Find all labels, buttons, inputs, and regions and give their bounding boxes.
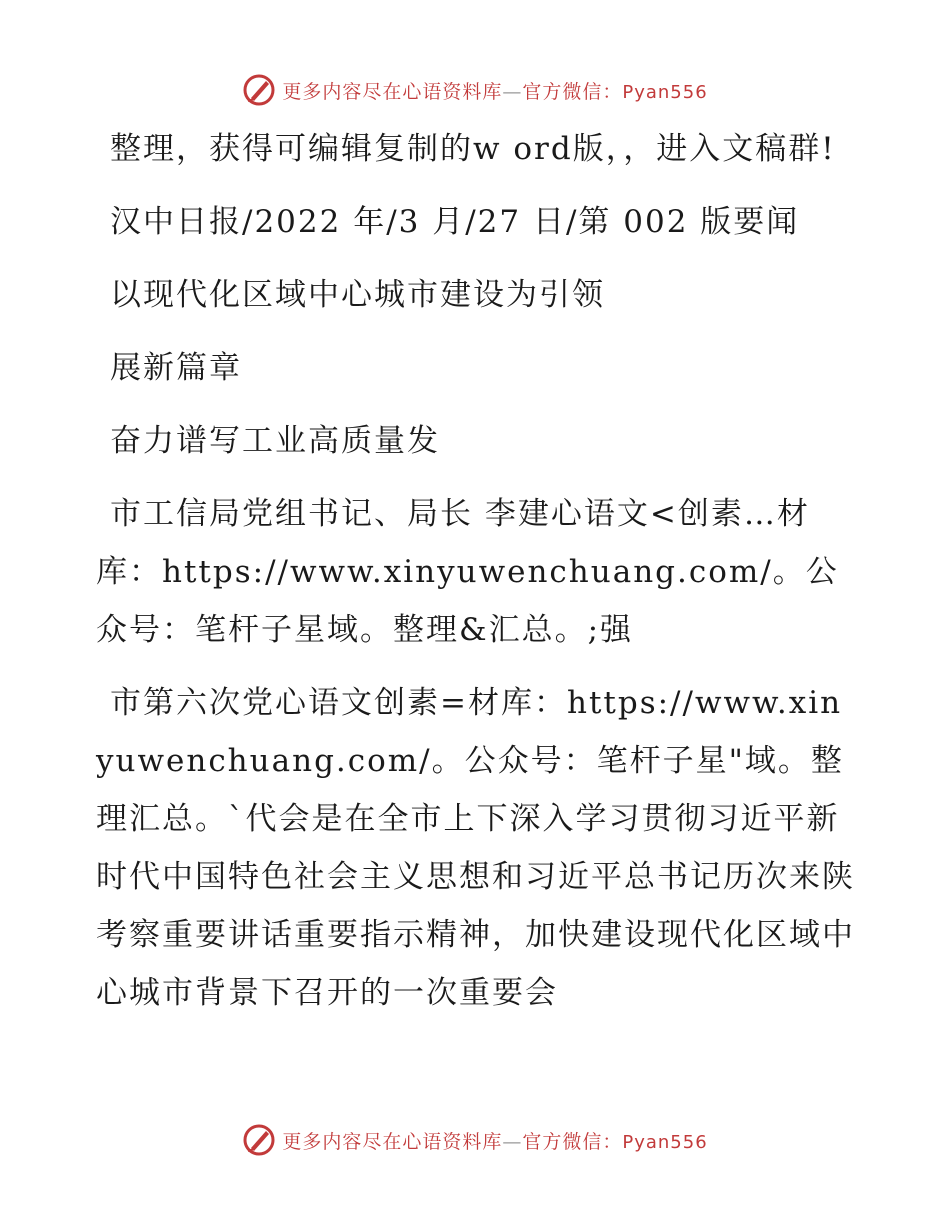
watermark-id: Pyan556 (622, 81, 708, 103)
document-body (96, 120, 856, 1037)
paragraph-headline-3: 奋力谱写工业高质量发 (110, 423, 440, 459)
watermark-contact: 官方微信： (522, 1130, 623, 1153)
quill-logo-icon (242, 1123, 276, 1157)
quill-logo-icon (242, 73, 276, 107)
watermark-site: 更多内容尽在心语资料库 (282, 80, 503, 103)
footer-watermark (0, 1120, 950, 1160)
watermark-id: Pyan556 (622, 1131, 708, 1153)
paragraph-headline-1: 以现代化区域中心城市建设为引领 (110, 277, 605, 313)
watermark-dash: — (502, 80, 523, 103)
paragraph-intro: 整理，获得可编辑复制的w ord版，，进入文稿群! (110, 131, 836, 167)
paragraph-body: 市第六次党心语文创素=材库：https://www.xinyuwenchuang.com/。公众号：笔杆子星"域。整理汇总。`代会是在全市上下深入学习贯彻习近平新时代中国特色社会主义思想和习近平总书记历次来陕考察重要讲话重要指示精神，加快建设现代化区域中心城市背景下召开的一次重要会 (96, 685, 855, 1011)
header-watermark (0, 70, 950, 110)
watermark-contact: 官方微信： (522, 80, 623, 103)
paragraph-author: 市工信局党组书记、局长 李建心语文<创素…材库：https://www.xinyuwenchuang.com/。公众号：笔杆子星域。整理&汇总。;强 (96, 496, 839, 648)
paragraph-source: 汉中日报/2022 年/3 月/27 日/第 002 版要闻 (110, 204, 800, 240)
watermark-text (282, 1127, 707, 1154)
watermark-dash: — (502, 1130, 523, 1153)
watermark-text (282, 77, 707, 104)
paragraph-headline-2: 展新篇章 (110, 350, 242, 386)
watermark-site: 更多内容尽在心语资料库 (282, 1130, 503, 1153)
